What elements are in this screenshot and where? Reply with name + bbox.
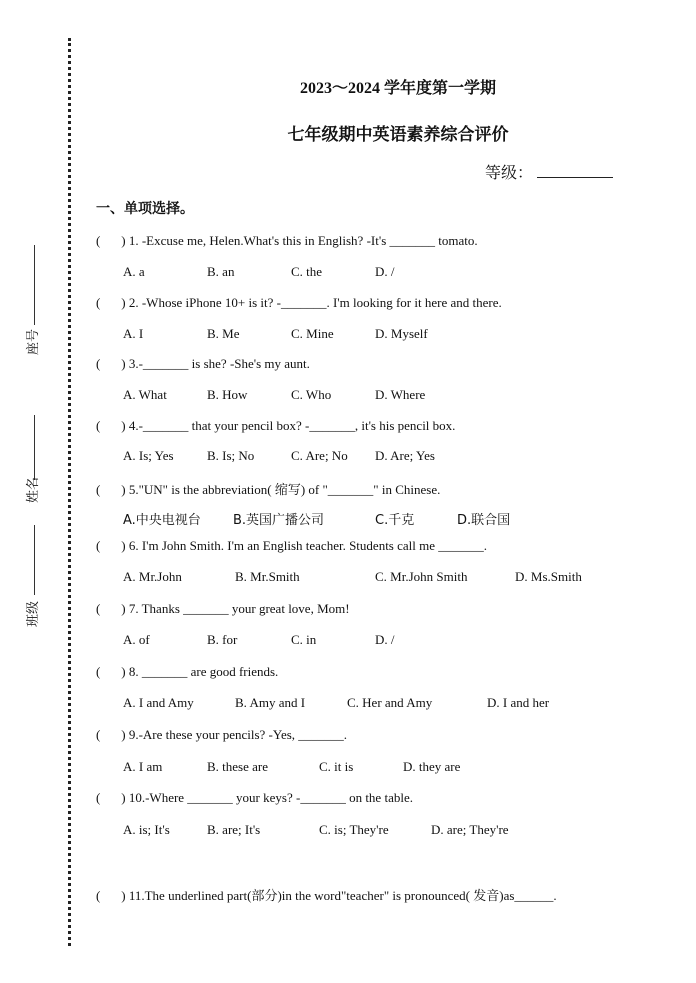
option-d[interactable]: D. / [375,632,395,647]
question-10-options [123,822,683,840]
question-7 [96,601,350,617]
option-b[interactable]: B. for [207,632,238,647]
student-name-field[interactable] [22,415,52,525]
answer-paren-close: ) [121,601,126,616]
answer-paren-open[interactable]: ( [96,418,101,433]
question-1 [96,233,478,249]
option-c[interactable]: C. in [291,632,317,647]
answer-paren-close: ) [121,790,126,805]
class-field[interactable] [22,525,52,635]
answer-paren-open[interactable]: ( [96,356,101,371]
option-a[interactable]: A. Is; Yes [123,448,174,463]
seat-number-blank[interactable] [34,245,35,325]
option-c[interactable]: C. Mine [291,326,334,341]
option-c[interactable]: C. the [291,264,323,279]
question-2 [96,295,502,311]
option-a[interactable]: A. What [123,387,167,402]
option-d[interactable]: D. they are [403,759,461,774]
question-text: 5."UN" is the abbreviation( 缩写) of "_______" in Chinese. [128,482,441,497]
question-text: 10.-Where _______ your keys? -_______ on the table. [128,790,413,805]
option-c[interactable]: C.千克 [375,513,415,528]
option-b[interactable]: B. Amy and I [235,695,306,710]
question-text: 11.The underlined part(部分)in the word"teacher" is pronounced( 发音)as______. [128,888,557,903]
answer-paren-open[interactable]: ( [96,482,101,497]
option-b[interactable]: B.英国广播公司 [233,513,325,528]
question-text: 2. -Whose iPhone 10+ is it? -_______. I'm looking for it here and there. [128,295,502,310]
answer-paren-open[interactable]: ( [96,295,101,310]
answer-paren-open[interactable]: ( [96,664,101,679]
option-d[interactable]: D. Are; Yes [375,448,435,463]
answer-paren-close: ) [121,418,126,433]
question-3 [96,356,310,372]
option-c[interactable]: C. Are; No [291,448,348,463]
option-a[interactable]: A. Mr.John [123,569,182,584]
option-b[interactable]: B. How [207,387,248,402]
question-text: 9.-Are these your pencils? -Yes, _______. [128,727,348,742]
student-name-label: 姓名 [26,476,41,503]
option-a[interactable]: A.中央电视台 [123,513,201,528]
question-6 [96,538,487,554]
question-text: 4.-_______ that your pencil box? -_______, it's his pencil box. [128,418,456,433]
option-a[interactable]: A. I am [123,759,163,774]
option-c[interactable]: C. is; They're [319,822,389,837]
question-7-options [123,632,683,650]
term-title: 2023～2024 学年度第一学期 [299,80,496,97]
question-6-options [123,569,683,587]
question-8 [96,664,278,680]
answer-paren-close: ) [121,538,126,553]
grade-field [485,160,613,183]
question-5-options [123,509,683,527]
option-c[interactable]: C. Who [291,387,332,402]
answer-paren-close: ) [121,664,126,679]
question-text: 6. I'm John Smith. I'm an English teacher. Students call me _______. [128,538,488,553]
answer-paren-close: ) [121,482,126,497]
answer-paren-open[interactable]: ( [96,233,101,248]
answer-paren-open[interactable]: ( [96,727,101,742]
seat-number-label: 座号 [26,328,41,355]
seat-number-field[interactable] [22,245,52,365]
question-text: 1. -Excuse me, Helen.What's this in English? -It's _______ tomato. [128,233,478,248]
answer-paren-close: ) [121,727,126,742]
option-b[interactable]: B. are; It's [207,822,261,837]
answer-paren-close: ) [121,295,126,310]
option-c[interactable]: C. it is [319,759,354,774]
option-b[interactable]: B. these are [207,759,269,774]
option-b[interactable]: B. Me [207,326,240,341]
option-a[interactable]: A. of [123,632,150,647]
option-d[interactable]: D. are; They're [431,822,509,837]
question-1-options [123,264,683,282]
option-a[interactable]: A. I [123,326,144,341]
answer-paren-open[interactable]: ( [96,601,101,616]
question-10 [96,790,413,806]
option-d[interactable]: D. Where [375,387,426,402]
option-d[interactable]: D. Myself [375,326,428,341]
student-name-blank[interactable] [34,415,35,480]
question-2-options [123,326,683,344]
option-b[interactable]: B. Mr.Smith [235,569,300,584]
option-b[interactable]: B. an [207,264,235,279]
answer-paren-close: ) [121,233,126,248]
question-4 [96,418,455,434]
option-d[interactable]: D. / [375,264,395,279]
grade-blank[interactable] [537,163,613,178]
question-5 [96,479,440,498]
question-8-options [123,695,683,713]
option-d[interactable]: D. Ms.Smith [515,569,582,584]
option-d[interactable]: D. I and her [487,695,550,710]
answer-paren-open[interactable]: ( [96,538,101,553]
section-title: 一、单项选择。 [96,201,194,217]
class-blank[interactable] [34,525,35,595]
option-a[interactable]: A. I and Amy [123,695,194,710]
option-a[interactable]: A. a [123,264,145,279]
option-a[interactable]: A. is; It's [123,822,170,837]
question-9-options [123,759,683,777]
binding-dotted-line [68,38,71,946]
exam-title: 七年级期中英语素养综合评价 [287,125,509,145]
question-text: 8. _______ are good friends. [128,664,279,679]
question-text: 3.-_______ is she? -She's my aunt. [128,356,310,371]
option-b[interactable]: B. Is; No [207,448,255,463]
answer-paren-close: ) [121,888,126,903]
answer-paren-open[interactable]: ( [96,790,101,805]
grade-label: 等级： [485,163,534,182]
answer-paren-close: ) [121,356,126,371]
question-text: 7. Thanks _______ your great love, Mom! [128,601,350,616]
option-c[interactable]: C. Her and Amy [347,695,433,710]
option-d[interactable]: D.联合国 [457,513,511,528]
class-label: 班级 [26,600,41,627]
option-c[interactable]: C. Mr.John Smith [375,569,468,584]
question-4-options [123,448,683,466]
question-9 [96,727,347,743]
question-11 [96,885,557,904]
question-3-options [123,387,683,405]
answer-paren-open[interactable]: ( [96,888,101,903]
